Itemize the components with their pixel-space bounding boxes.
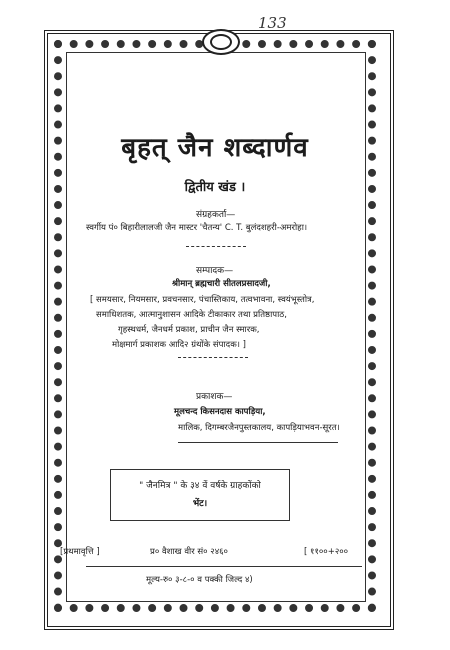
- emblem-icon: [202, 29, 240, 55]
- divider: [186, 246, 246, 247]
- price-line: मूल्य-रु० ३-८-० व पक्की जिल्द ४): [146, 575, 253, 585]
- divider: [178, 442, 338, 443]
- gift-line: " जैनमित्र " के ३४ वें वर्षके ग्राहकोंको: [139, 481, 261, 491]
- editor-works-line: समाधिशतक, आत्मानुशासन आदिके टीकाकार तथा प्रतिष्ठापाठ,: [96, 310, 287, 320]
- divider: [178, 357, 248, 358]
- publisher-label: प्रकाशक—: [196, 392, 233, 402]
- editor-name: श्रीमान् ब्रह्मचारी सीतलप्रसादजी,: [172, 279, 271, 289]
- publisher-name: मूलचन्द किसनदास कापड़िया,: [174, 407, 266, 417]
- compiler-name: स्वर्गीय पं० बिहारीलालजी जैन मास्टर 'चैतन्य' C. T. बुलंदशहरी-अमरोहा।: [86, 223, 308, 233]
- editor-works-line: गृहस्थधर्म, जैनधर्म प्रकाश, प्राचीन जैन स्मारक,: [118, 325, 260, 335]
- copies-count: [ ११००+२००: [304, 547, 349, 557]
- book-title: बृहत् जैन शब्दार्णव: [121, 133, 309, 163]
- edition-label: [प्रथमावृत्ति ]: [60, 547, 100, 557]
- editor-works-line: [ समयसार, नियमसार, प्रवचनसार, पंचास्तिकाय, तत्वभावना, स्वयंभूस्तोत्र,: [90, 295, 315, 305]
- compiler-label: संग्रहकर्ता—: [196, 210, 236, 220]
- divider: [86, 566, 362, 567]
- editor-works-line: मोक्षमार्ग प्रकाशक आदि२ ग्रंथोंके संपादक। ]: [112, 340, 246, 350]
- publisher-detail: मालिक, दिगम्बरजैनपुस्तकालय, कापड़ियाभवन-सूरत।: [178, 423, 340, 433]
- editor-label: सम्पादक—: [196, 266, 234, 276]
- gift-line: भेंट।: [192, 499, 208, 509]
- volume-subtitle: द्वितीय खंड ।: [184, 180, 246, 195]
- publication-date: प्र० वैशाख वीर सं० २४६०: [150, 547, 228, 557]
- handwritten-number: 133: [258, 14, 287, 32]
- gift-box: [110, 469, 290, 521]
